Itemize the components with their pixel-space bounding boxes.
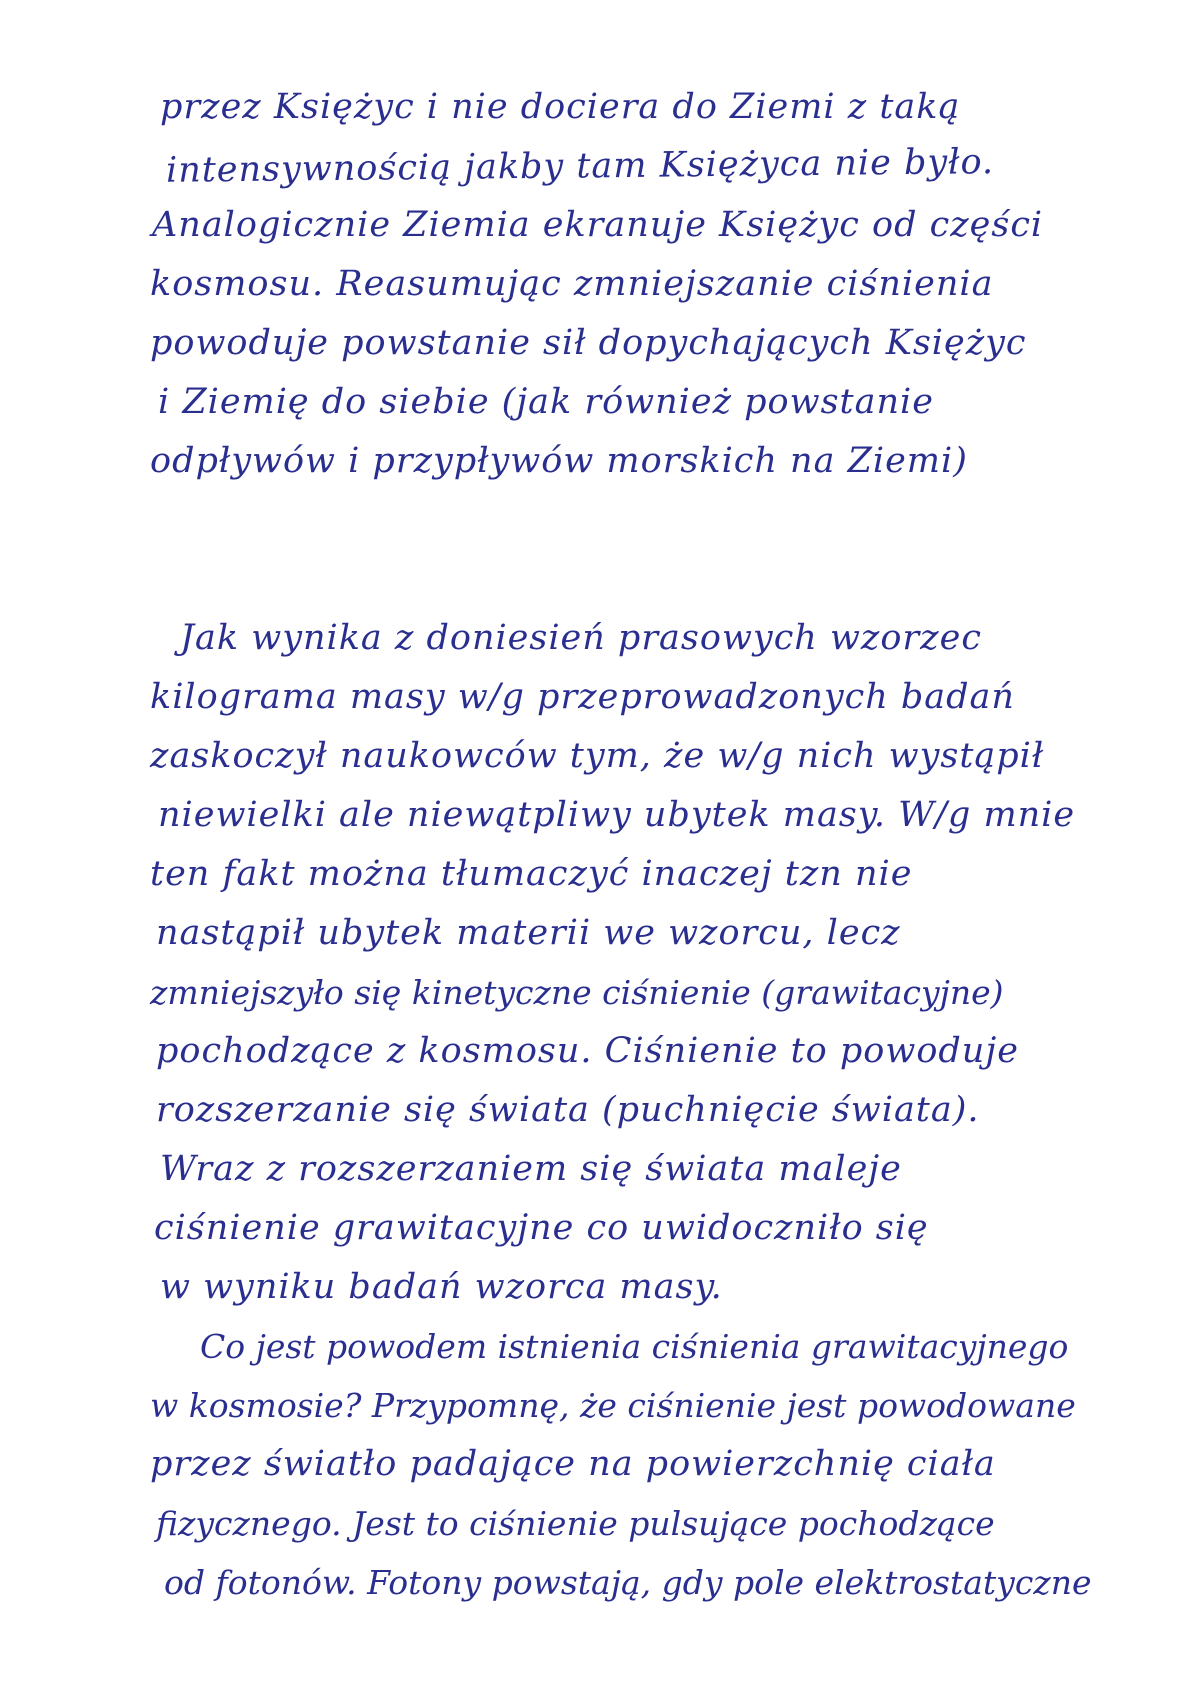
text-line: rozszerzanie się świata (puchnięcie świata). — [156, 1090, 980, 1130]
text-line: i Ziemię do siebie (jak również powstanie — [158, 382, 934, 422]
text-line: niewielki ale niewątpliwy ubytek masy. W/g mnie — [158, 795, 1076, 835]
text-line: przez Księżyc i nie dociera do Ziemi z taką — [160, 87, 961, 127]
text-line: zaskoczył naukowców tym, że w/g nich wystąpił — [150, 736, 1045, 776]
text-line: odpływów i przypływów morskich na Ziemi) — [150, 441, 968, 481]
text-line: Wraz z rozszerzaniem się świata maleje — [160, 1149, 902, 1189]
text-line: Analogicznie Ziemia ekranuje Księżyc od części — [152, 205, 1044, 245]
text-line: od fotonów. Fotony powstają, gdy pole elektrostatyczne — [164, 1563, 1092, 1602]
text-line: fizycznego. Jest to ciśnienie pulsujące pochodzące — [156, 1504, 995, 1543]
text-line: intensywnością jakby tam Księżyca nie było. — [165, 142, 995, 191]
text-line: w kosmosie? Przypomnę, że ciśnienie jest powodowane — [150, 1386, 1076, 1425]
text-line: Co jest powodem istnienia ciśnienia grawitacyjnego — [200, 1327, 1069, 1366]
text-line: kosmosu. Reasumując zmniejszanie ciśnienia — [150, 264, 994, 304]
text-line: przez światło padające na powierzchnię ciała — [150, 1444, 996, 1484]
text-line: pochodzące z kosmosu. Ciśnienie to powoduje — [156, 1031, 1019, 1071]
text-line: Jak wynika z doniesień prasowych wzorzec — [180, 618, 982, 658]
text-line: kilograma masy w/g przeprowadzonych badań — [150, 677, 1015, 717]
text-line: nastąpił ubytek materii we wzorcu, lecz — [156, 913, 901, 953]
text-line: ciśnienie grawitacyjne co uwidoczniło się — [154, 1208, 929, 1248]
text-line: powoduje powstanie sił dopychających Księżyc — [150, 323, 1027, 363]
text-line: zmniejszyło się kinetyczne ciśnienie (grawitacyjne) — [150, 973, 1004, 1012]
handwritten-text — [150, 78, 1092, 1612]
text-line: ten fakt można tłumaczyć inaczej tzn nie — [150, 854, 913, 894]
text-line: w wyniku badań wzorca masy. — [160, 1267, 723, 1307]
paragraph-gap — [150, 491, 1080, 609]
